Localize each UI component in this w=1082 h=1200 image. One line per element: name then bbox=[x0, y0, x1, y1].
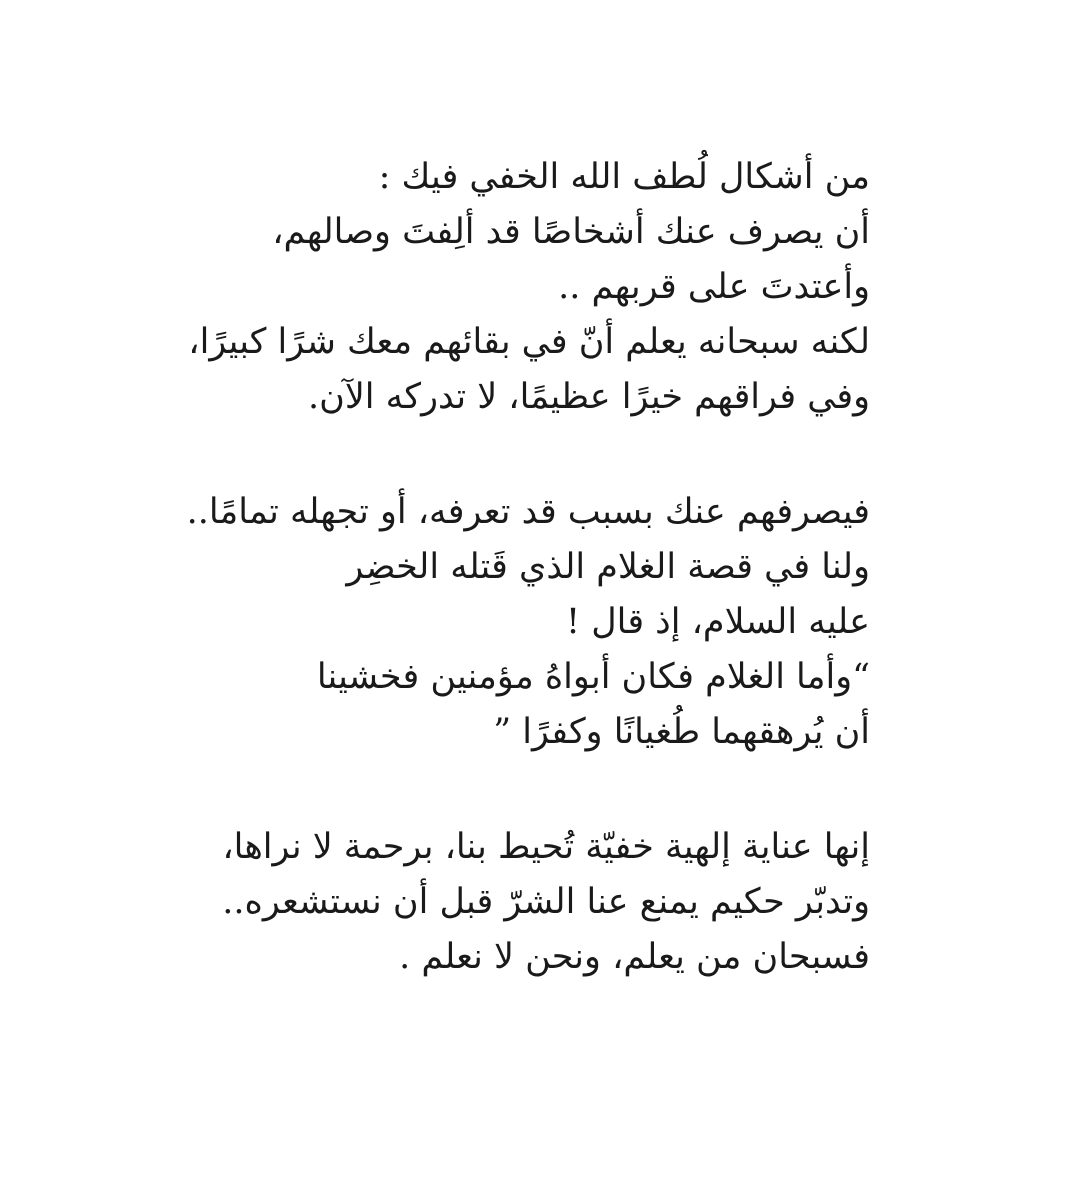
text-line: أن يصرف عنك أشخاصًا قد ألِفتَ وصالهم، bbox=[272, 212, 870, 252]
text-line: إنها عناية إلهية خفيّة تُحيط بنا، برحمة لا نراها، bbox=[222, 827, 870, 867]
text-line: فيصرفهم عنك بسبب قد تعرفه، أو تجهله تمامًا.. bbox=[186, 492, 870, 532]
text-line: ولنا في قصة الغلام الذي قَتله الخضِر bbox=[346, 547, 870, 587]
text-line: فسبحان من يعلم، ونحن لا نعلم . bbox=[399, 937, 870, 977]
text-line: لكنه سبحانه يعلم أنّ في بقائهم معك شرًا كبيرًا، bbox=[188, 322, 870, 362]
stanza-3 bbox=[170, 820, 870, 985]
text-line: “وأما الغلام فكان أبواهُ مؤمنين فخشينا bbox=[316, 657, 870, 697]
text-line: عليه السلام، إذ قال ! bbox=[566, 602, 870, 642]
stanza-2 bbox=[170, 485, 870, 760]
text-line: وفي فراقهم خيرًا عظيمًا، لا تدركه الآن. bbox=[308, 377, 870, 417]
text-line: أن يُرهقهما طُغيانًا وكفرًا ” bbox=[493, 712, 870, 752]
quote-text bbox=[170, 150, 870, 1045]
text-line: وأعتدتَ على قربهم .. bbox=[558, 267, 870, 307]
stanza-1 bbox=[170, 150, 870, 425]
text-line: من أشكال لُطف الله الخفي فيك : bbox=[378, 157, 870, 197]
text-line: وتدبّر حكيم يمنع عنا الشرّ قبل أن نستشعره.. bbox=[222, 882, 870, 922]
